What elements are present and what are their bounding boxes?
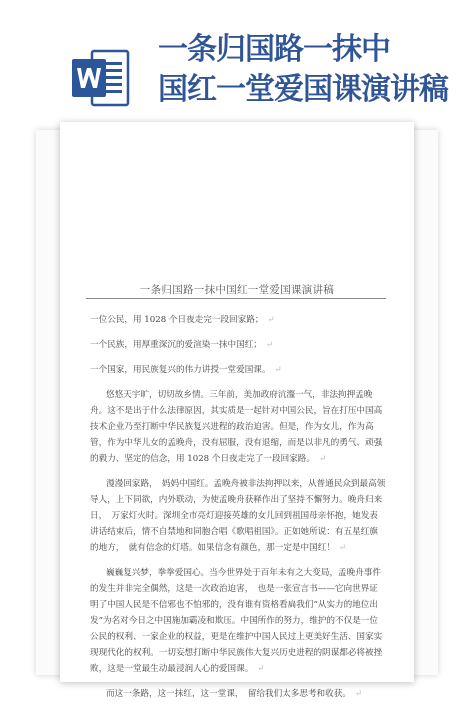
document-title: 一条归国路一抹中国红一堂爱国课演讲稿 <box>139 284 335 296</box>
paragraph: 一个国家，用民族复兴的伟力讲授一堂爱国课。 ↵ <box>90 365 282 375</box>
word-document-icon <box>70 47 132 109</box>
paragraph: 一位公民，用 1028 个日夜走完一段回家路； ↵ <box>90 315 275 325</box>
paragraph: 巍巍复兴梦，拳拳爱国心。当今世界处于百年未有之大变局，孟晚舟事件的发生并非完全偶然，这是一次政治迫害， 也是一张宣言书——它向世界证明了中国人民是不信邪也不怕邪的，没有谁有资格看扁我们“从实力的地位出发”为名对今日之中国施加霸凌和欺压。中国所作的努力，维护的不仅是一位公民的权利、一家企业的权益，更是在维护中国人民过上更美好生活、国家实现现代化的权利。一切妄想打断中华民族伟大复兴历史进程的阴谋都必将被挫败，这是一堂最生动最浸润人心的爱国课。 ↵ <box>90 568 383 674</box>
title-divider <box>86 298 386 299</box>
paragraph: 而这一条路，这一抹红，这一堂课， 留给我们太多思考和收获。 ↵ <box>106 689 363 699</box>
hero-title <box>158 30 468 110</box>
document-page <box>60 122 414 699</box>
hero-title-line-1: 一条归国路一抹中 <box>158 32 390 67</box>
hero-banner <box>0 0 474 140</box>
paragraph: 悠悠天宇旷，切切故乡情。三年前，美加政府沆瀣一气，非法拘押孟晚舟。这不是出于什么法律原因，其实质是一起针对中国公民，旨在打压中国高技术企业乃至打断中华民族复兴进程的政治迫害。但是，作为女儿，作为高管，作为中华儿女的孟晚舟，没有屈服，没有退缩，而是以非凡的勇气、顽强的毅力、坚定的信念，用 1028 个日夜走完了一段回家路。 ↵ <box>90 390 383 464</box>
document-body <box>90 312 386 711</box>
hero-title-line-2: 国红一堂爱国课演讲稿 <box>158 72 448 107</box>
paragraph: 漫漫回家路， 妈妈中国红。孟晚舟被非法拘押以来，从普通民众到最高领导人，上下同欲，内外联动，为使孟晚舟获释作出了坚持不懈努力。晚舟归来日， 万家灯火时。深圳全市亮灯迎接英雄的女儿回到祖国母亲怀抱，她发表讲话结束后，情不自禁地和同胞合唱《歌唱祖国》。正如她所说：有五星红旗的地方， 就有信念的灯塔。如果信念有颜色，那一定是中国红！ ↵ <box>90 479 386 553</box>
paragraph: 一个民族，用厚重深沉的爱渲染一抹中国红； ↵ <box>90 340 274 350</box>
